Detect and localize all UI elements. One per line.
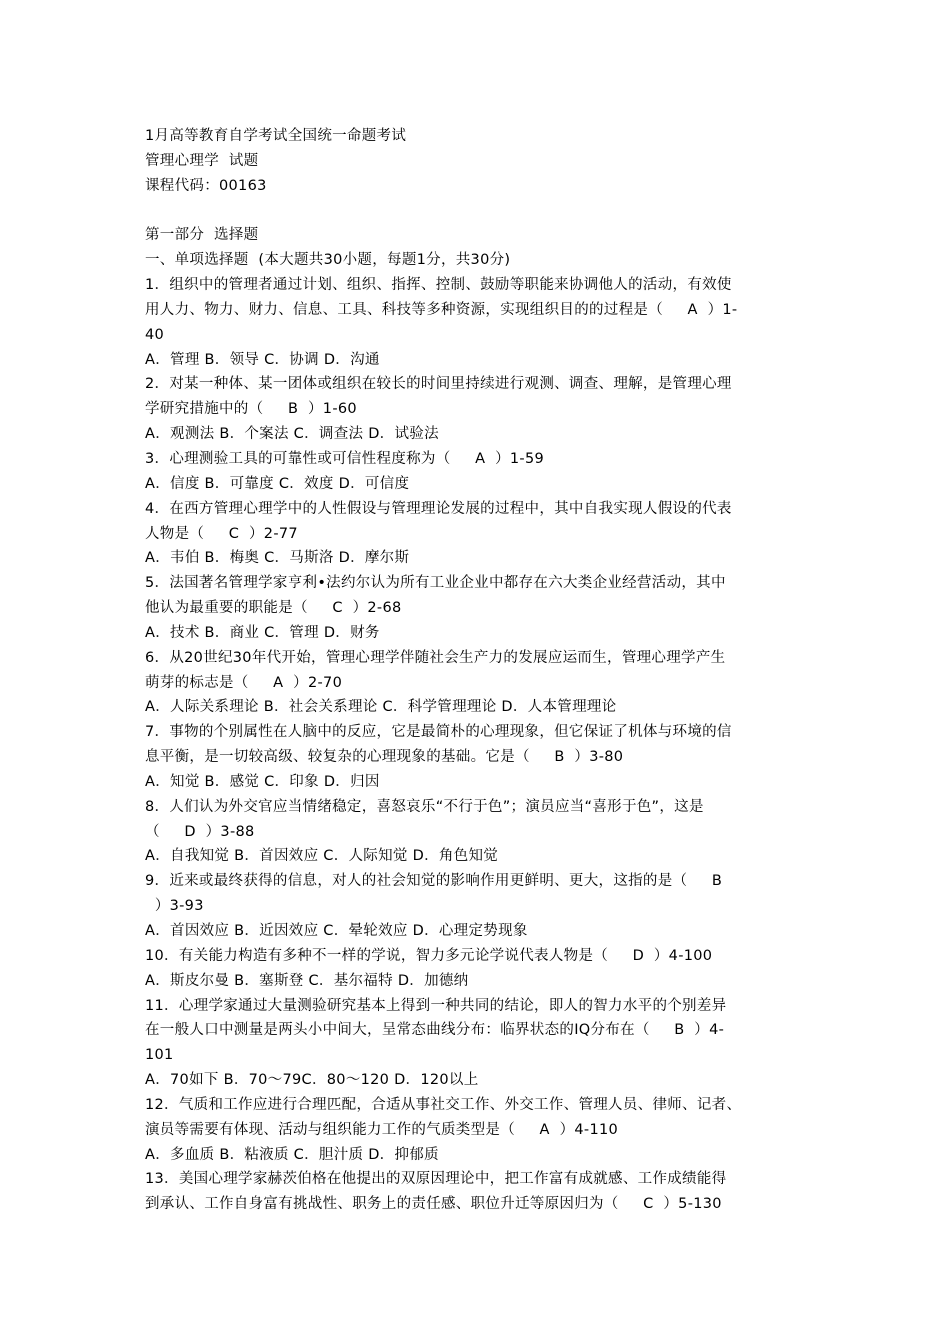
answer-options-line: A．技术 B．商业 C．管理 D．财务 xyxy=(145,624,380,641)
answer-options-line: A．多血质 B．粘液质 C．胆汁质 D．抑郁质 xyxy=(145,1146,439,1163)
question-text-line: 10．有关能力构造有多种不一样的学说，智力多元论学说代表人物是（ D ）4-100 xyxy=(145,947,713,964)
question-text-line: 5．法国著名管理学家亨利•法约尔认为所有工业企业中都存在六大类企业经营活动，其中 xyxy=(145,575,726,592)
answer-options-line: A．首因效应 B．近因效应 C．晕轮效应 D．心理定势现象 xyxy=(145,923,528,939)
spacer xyxy=(145,199,817,224)
question-text-line: 3．心理测验工具的可靠性或可信性程度称为（ A ）1-59 xyxy=(145,450,545,467)
question-text-line: 101 xyxy=(145,1047,174,1064)
question-text-line: 4．在西方管理心理学中的人性假设与管理理论发展的过程中，其中自我实现人假设的代表 xyxy=(145,500,732,517)
answer-options-line: A．韦伯 B．梅奥 C．马斯洛 D．摩尔斯 xyxy=(145,550,410,567)
section-heading: 一、单项选择题 (本大题共30小题，每题1分，共30分) xyxy=(145,252,511,269)
question-text-line: 9．近来或最终获得的信息，对人的社会知觉的影响作用更鲜明、更大，这指的是（ B xyxy=(145,873,723,890)
question-text-line: 萌芽的标志是（ A ）2-70 xyxy=(145,674,343,691)
question-text-line: 13．美国心理学家赫茨伯格在他提出的双原因理论中，把工作富有成就感、工作成绩能得 xyxy=(145,1171,727,1188)
answer-options-line: A．观测法 B．个案法 C．调查法 D．试验法 xyxy=(145,426,439,443)
question-text-line: 学研究措施中的（ B ）1-60 xyxy=(145,401,357,418)
question-text-line: 12．气质和工作应进行合理匹配，合适从事社交工作、外交工作、管理人员、律师、记者、 xyxy=(145,1096,742,1113)
exam-subject: 管理心理学 试题 xyxy=(145,152,259,169)
question-text-line: 他认为最重要的职能是（ C ）2-68 xyxy=(145,600,402,617)
answer-options-line: A．管理 B．领导 C．协调 D．沟通 xyxy=(145,351,380,368)
question-text-line: 8．人们认为外交官应当情绪稳定，喜怒哀乐“不行于色”；演员应当“喜形于色”，这是 xyxy=(145,798,704,815)
answer-options-line: A．信度 B．可靠度 C．效度 D．可信度 xyxy=(145,475,410,492)
question-text-line: 2．对某一种体、某一团体或组织在较长的时间里持续进行观测、调查、理解，是管理心理 xyxy=(145,376,732,393)
question-text-line: （ D ）3-88 xyxy=(145,823,255,840)
answer-options-line: A．斯皮尔曼 B．塞斯登 C．基尔福特 D．加德纳 xyxy=(145,972,469,989)
question-text-line: 40 xyxy=(145,326,165,343)
question-text-line: 在一般人口中测量是两头小中间大，呈常态曲线分布：临界状态的IQ分布在（ B ）4- xyxy=(145,1022,725,1039)
question-text-line: 到承认、工作自身富有挑战性、职务上的责任感、职位升迁等原因归为（ C ）5-130 xyxy=(145,1196,722,1213)
question-text-line: 人物是（ C ）2-77 xyxy=(145,525,298,542)
exam-title: 1月高等教育自学考试全国统一命题考试 xyxy=(145,128,407,144)
question-text-line: 11．心理学家通过大量测验研究基本上得到一种共同的结论，即人的智力水平的个别差异 xyxy=(145,997,727,1014)
answer-options-line: A．自我知觉 B．首因效应 C．人际知觉 D．角色知觉 xyxy=(145,848,499,865)
question-text-line: 演员等需要有体现、活动与组织能力工作的气质类型是（ A ）4-110 xyxy=(145,1121,619,1138)
question-list xyxy=(145,273,817,1217)
document-page xyxy=(145,124,817,1217)
question-text-line: 1．组织中的管理者通过计划、组织、指挥、控制、鼓励等职能来协调他人的活动，有效使 xyxy=(145,277,732,294)
question-text-line: 用人力、物力、财力、信息、工具、科技等多种资源，实现组织目的的过程是（ A ）1- xyxy=(145,301,738,318)
question-text-line: ）3-93 xyxy=(145,898,204,915)
question-text-line: 7．事物的个别属性在人脑中的反应，它是最简朴的心理现象，但它保证了机体与环境的信 xyxy=(145,724,732,741)
course-code: 课程代码：00163 xyxy=(145,177,267,194)
answer-options-line: A．70如下 B．70～79C．80～120 D．120以上 xyxy=(145,1072,479,1089)
part-title: 第一部分 选择题 xyxy=(145,227,259,244)
question-text-line: 6．从20世纪30年代开始，管理心理学伴随社会生产力的发展应运而生，管理心理学产生 xyxy=(145,649,726,666)
question-text-line: 息平衡，是一切较高级、较复杂的心理现象的基础。它是（ B ）3-80 xyxy=(145,749,624,766)
answer-options-line: A．知觉 B．感觉 C．印象 D．归因 xyxy=(145,773,380,790)
answer-options-line: A．人际关系理论 B．社会关系理论 C．科学管理理论 D．人本管理理论 xyxy=(145,699,617,716)
